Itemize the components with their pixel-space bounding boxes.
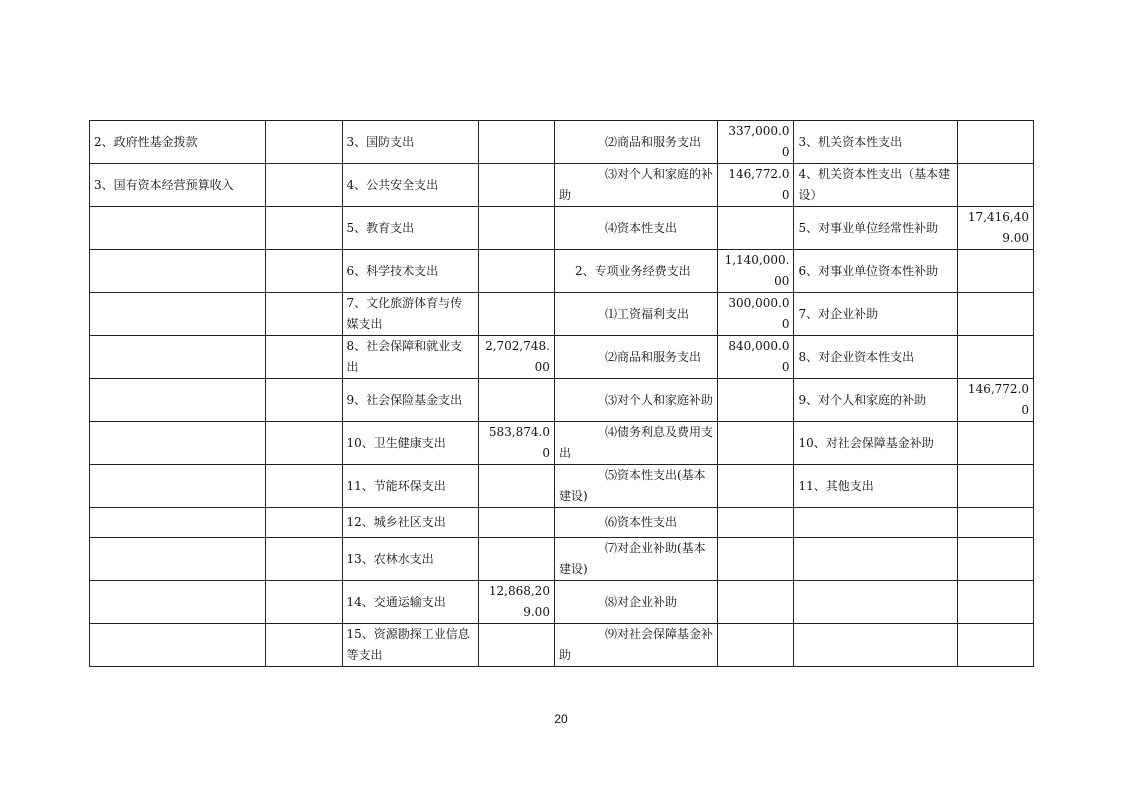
cell-department-item: 5、对事业单位经常性补助: [794, 207, 957, 250]
cell-economic-item: ⑷资本性支出: [554, 207, 717, 250]
cell-income-item: [90, 422, 266, 465]
cell-income-item: 2、政府性基金拨款: [90, 121, 266, 164]
cell-function-item: 10、卫生健康支出: [342, 422, 478, 465]
cell-function-amount: [478, 164, 554, 207]
cell-department-item: [794, 508, 957, 538]
cell-department-amount: [957, 422, 1033, 465]
cell-economic-item: ⑶对个人和家庭的补助: [554, 164, 717, 207]
cell-department-item: 9、对个人和家庭的补助: [794, 379, 957, 422]
cell-function-item: 14、交通运输支出: [342, 581, 478, 624]
cell-income-item: [90, 293, 266, 336]
cell-economic-amount: [718, 207, 794, 250]
cell-department-item: [794, 624, 957, 667]
cell-income-item: [90, 508, 266, 538]
cell-department-amount: [957, 465, 1033, 508]
cell-department-amount: [957, 164, 1033, 207]
cell-income-amount: [266, 336, 342, 379]
cell-function-item: 15、资源勘探工业信息等支出: [342, 624, 478, 667]
cell-department-amount: 17,416,409.00: [957, 207, 1033, 250]
cell-department-item: [794, 581, 957, 624]
table-row: [90, 624, 1034, 667]
cell-economic-amount: [718, 538, 794, 581]
table-row: [90, 250, 1034, 293]
cell-function-amount: 12,868,209.00: [478, 581, 554, 624]
cell-economic-amount: 146,772.00: [718, 164, 794, 207]
cell-income-amount: [266, 250, 342, 293]
cell-economic-amount: 300,000.00: [718, 293, 794, 336]
cell-economic-item: ⑵商品和服务支出: [554, 121, 717, 164]
cell-income-amount: [266, 207, 342, 250]
cell-income-amount: [266, 624, 342, 667]
cell-function-amount: [478, 121, 554, 164]
table-row: [90, 465, 1034, 508]
cell-economic-item: ⑹资本性支出: [554, 508, 717, 538]
cell-economic-amount: 1,140,000.00: [718, 250, 794, 293]
cell-function-item: 13、农林水支出: [342, 538, 478, 581]
table-row: [90, 581, 1034, 624]
cell-economic-item: 2、专项业务经费支出: [554, 250, 717, 293]
cell-income-item: [90, 336, 266, 379]
cell-department-item: 3、机关资本性支出: [794, 121, 957, 164]
cell-function-item: 11、节能环保支出: [342, 465, 478, 508]
table-row: [90, 207, 1034, 250]
cell-function-item: 8、社会保障和就业支出: [342, 336, 478, 379]
cell-department-item: 11、其他支出: [794, 465, 957, 508]
cell-department-amount: [957, 508, 1033, 538]
table-row: [90, 508, 1034, 538]
cell-income-item: [90, 581, 266, 624]
cell-function-item: 12、城乡社区支出: [342, 508, 478, 538]
page-number: 20: [554, 712, 568, 726]
cell-function-amount: [478, 207, 554, 250]
cell-function-amount: 2,702,748.00: [478, 336, 554, 379]
table-row: [90, 379, 1034, 422]
cell-economic-item: ⑴工资福利支出: [554, 293, 717, 336]
table-row: [90, 164, 1034, 207]
cell-income-amount: [266, 422, 342, 465]
cell-department-item: 6、对事业单位资本性补助: [794, 250, 957, 293]
cell-department-item: 8、对企业资本性支出: [794, 336, 957, 379]
cell-economic-amount: 840,000.00: [718, 336, 794, 379]
cell-function-item: 5、教育支出: [342, 207, 478, 250]
cell-department-amount: [957, 250, 1033, 293]
cell-department-amount: 146,772.00: [957, 379, 1033, 422]
cell-function-amount: [478, 538, 554, 581]
cell-income-amount: [266, 538, 342, 581]
cell-economic-amount: [718, 581, 794, 624]
cell-economic-amount: [718, 508, 794, 538]
cell-income-amount: [266, 164, 342, 207]
table-row: [90, 336, 1034, 379]
cell-economic-amount: 337,000.00: [718, 121, 794, 164]
cell-function-item: 9、社会保险基金支出: [342, 379, 478, 422]
cell-function-item: 6、科学技术支出: [342, 250, 478, 293]
cell-function-amount: 583,874.00: [478, 422, 554, 465]
cell-function-amount: [478, 624, 554, 667]
cell-function-amount: [478, 379, 554, 422]
cell-income-amount: [266, 121, 342, 164]
cell-economic-item: ⑷债务利息及费用支出: [554, 422, 717, 465]
cell-department-amount: [957, 581, 1033, 624]
cell-function-item: 4、公共安全支出: [342, 164, 478, 207]
cell-income-item: [90, 624, 266, 667]
table-row: [90, 422, 1034, 465]
cell-income-item: [90, 207, 266, 250]
budget-table: [89, 120, 1034, 667]
cell-function-amount: [478, 250, 554, 293]
cell-function-item: 3、国防支出: [342, 121, 478, 164]
cell-function-item: 7、文化旅游体育与传媒支出: [342, 293, 478, 336]
cell-function-amount: [478, 508, 554, 538]
cell-income-amount: [266, 379, 342, 422]
cell-function-amount: [478, 293, 554, 336]
cell-department-amount: [957, 538, 1033, 581]
cell-income-item: 3、国有资本经营预算收入: [90, 164, 266, 207]
cell-department-amount: [957, 121, 1033, 164]
cell-department-amount: [957, 336, 1033, 379]
cell-economic-amount: [718, 465, 794, 508]
cell-economic-item: ⑶对个人和家庭补助: [554, 379, 717, 422]
cell-income-amount: [266, 508, 342, 538]
cell-department-item: 4、机关资本性支出（基本建设）: [794, 164, 957, 207]
cell-economic-item: ⑸资本性支出(基本建设): [554, 465, 717, 508]
cell-economic-item: ⑻对企业补助: [554, 581, 717, 624]
cell-department-item: 7、对企业补助: [794, 293, 957, 336]
cell-income-amount: [266, 293, 342, 336]
cell-income-item: [90, 465, 266, 508]
cell-income-item: [90, 379, 266, 422]
cell-income-item: [90, 250, 266, 293]
cell-income-amount: [266, 581, 342, 624]
cell-economic-amount: [718, 422, 794, 465]
cell-economic-item: ⑼对社会保障基金补助: [554, 624, 717, 667]
cell-income-item: [90, 538, 266, 581]
cell-department-item: 10、对社会保障基金补助: [794, 422, 957, 465]
cell-income-amount: [266, 465, 342, 508]
table-row: [90, 121, 1034, 164]
table-row: [90, 293, 1034, 336]
cell-department-amount: [957, 624, 1033, 667]
cell-economic-item: ⑺对企业补助(基本建设): [554, 538, 717, 581]
cell-economic-amount: [718, 379, 794, 422]
cell-economic-amount: [718, 624, 794, 667]
cell-department-item: [794, 538, 957, 581]
cell-economic-item: ⑵商品和服务支出: [554, 336, 717, 379]
table-row: [90, 538, 1034, 581]
cell-function-amount: [478, 465, 554, 508]
cell-department-amount: [957, 293, 1033, 336]
